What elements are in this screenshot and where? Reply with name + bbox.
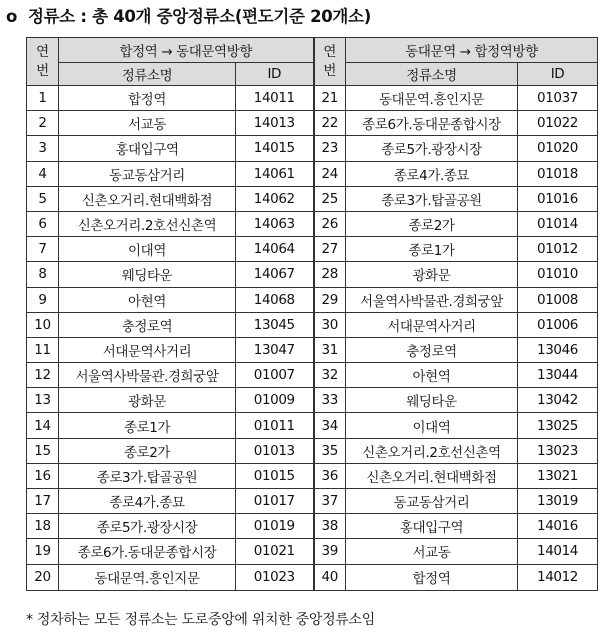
left-stop-id: 01007 [236,363,314,388]
right-stop-id: 14014 [518,539,598,564]
left-stop-id: 14068 [236,287,314,312]
right-stop-name: 동교동삼거리 [346,489,518,514]
table-row [27,413,598,438]
table-row [27,564,598,590]
right-stop-id: 13044 [518,363,598,388]
right-row-number: 22 [314,111,346,136]
right-stop-name-header: 정류소명 [346,63,518,86]
table-row [27,186,598,211]
table-row [27,111,598,136]
left-row-number: 17 [27,489,59,514]
left-stop-id: 14063 [236,211,314,236]
left-stop-id: 01009 [236,388,314,413]
table-body [27,86,598,591]
table-row [27,287,598,312]
right-stop-name: 종로5가.광장시장 [346,136,518,161]
right-stop-name: 합정역 [346,564,518,590]
right-stop-name: 종로1가 [346,237,518,262]
left-stop-name: 종로2가 [59,438,236,463]
left-stop-name: 종로5가.광장시장 [59,514,236,539]
left-stop-id: 01011 [236,413,314,438]
left-stop-name: 이대역 [59,237,236,262]
left-stop-id: 01013 [236,438,314,463]
left-stop-name: 서대문역사거리 [59,337,236,362]
left-stop-name-header: 정류소명 [59,63,236,86]
left-row-number: 3 [27,136,59,161]
right-row-number: 34 [314,413,346,438]
left-stop-id: 01015 [236,463,314,488]
right-stop-name: 이대역 [346,413,518,438]
table-row [27,337,598,362]
table-row [27,237,598,262]
right-stop-name: 신촌오거리.현대백화점 [346,463,518,488]
left-row-number: 5 [27,186,59,211]
right-row-number: 37 [314,489,346,514]
left-stop-name: 홍대입구역 [59,136,236,161]
right-stop-id: 13021 [518,463,598,488]
left-stop-id: 14061 [236,161,314,186]
heading-text: 정류소 : 총 40개 중앙정류소(편도기준 20개소) [28,7,371,26]
right-row-number: 31 [314,337,346,362]
left-stop-id: 01017 [236,489,314,514]
table-row [27,211,598,236]
right-row-number: 40 [314,564,346,590]
right-row-number: 35 [314,438,346,463]
left-row-number: 19 [27,539,59,564]
left-direction-header: 합정역 → 동대문역방향 [59,38,314,63]
left-stop-name: 종로1가 [59,413,236,438]
left-stop-name: 서교동 [59,111,236,136]
table-row [27,388,598,413]
table-row [27,161,598,186]
left-row-number: 18 [27,514,59,539]
right-row-number: 33 [314,388,346,413]
left-row-number: 14 [27,413,59,438]
right-row-number: 38 [314,514,346,539]
left-stop-id: 13045 [236,312,314,337]
left-row-number: 12 [27,363,59,388]
right-row-number: 26 [314,211,346,236]
left-row-number: 7 [27,237,59,262]
table-row [27,463,598,488]
right-stop-name: 종로2가 [346,211,518,236]
right-row-number: 36 [314,463,346,488]
table-row [27,86,598,111]
table-row [27,489,598,514]
left-row-number: 15 [27,438,59,463]
right-stop-id: 01022 [518,111,598,136]
table-row [27,539,598,564]
left-stop-name: 신촌오거리.2호선신촌역 [59,211,236,236]
left-id-header: ID [236,63,314,86]
left-stop-name: 아현역 [59,287,236,312]
right-stop-name: 홍대입구역 [346,514,518,539]
right-row-number: 30 [314,312,346,337]
right-row-number: 32 [314,363,346,388]
right-row-number: 39 [314,539,346,564]
right-stop-id: 13023 [518,438,598,463]
left-stop-name: 합정역 [59,86,236,111]
left-stop-id: 01023 [236,564,314,590]
right-row-number: 23 [314,136,346,161]
table-row [27,438,598,463]
left-stop-id: 01019 [236,514,314,539]
left-stop-name: 웨딩타운 [59,262,236,287]
right-stop-name: 서울역사박물관.경희궁앞 [346,287,518,312]
right-row-number: 27 [314,237,346,262]
right-stop-id: 14016 [518,514,598,539]
left-stop-id: 13047 [236,337,314,362]
left-stop-name: 신촌오거리.현대백화점 [59,186,236,211]
left-row-number: 9 [27,287,59,312]
left-stop-name: 동대문역.흥인지문 [59,564,236,590]
right-stop-name: 웨딩타운 [346,388,518,413]
right-id-header: ID [518,63,598,86]
right-stop-id: 13019 [518,489,598,514]
right-stop-id: 13042 [518,388,598,413]
left-stop-id: 14062 [236,186,314,211]
right-stop-name: 신촌오거리.2호선신촌역 [346,438,518,463]
right-row-number: 24 [314,161,346,186]
left-row-number: 1 [27,86,59,111]
left-row-number: 20 [27,564,59,590]
left-number-header: 연 번 [27,38,59,86]
right-row-number: 29 [314,287,346,312]
right-stop-id: 01018 [518,161,598,186]
page-heading [6,2,371,32]
left-row-number: 10 [27,312,59,337]
left-row-number: 6 [27,211,59,236]
left-row-number: 8 [27,262,59,287]
left-stop-id: 14015 [236,136,314,161]
table-row [27,136,598,161]
right-direction-header: 동대문역 → 합정역방향 [346,38,598,63]
right-row-number: 25 [314,186,346,211]
left-row-number: 11 [27,337,59,362]
right-stop-name: 서교동 [346,539,518,564]
bus-stop-table [26,37,598,591]
table-row [27,312,598,337]
right-stop-id: 01012 [518,237,598,262]
left-row-number: 2 [27,111,59,136]
left-stop-name: 종로4가.종묘 [59,489,236,514]
heading-bullet: o [6,7,18,26]
left-stop-id: 14011 [236,86,314,111]
left-stop-id: 14013 [236,111,314,136]
right-number-header: 연 번 [314,38,346,86]
footnote: * 정차하는 모든 정류소는 도로중앙에 위치한 중앙정류소임 [26,612,375,628]
left-row-number: 13 [27,388,59,413]
left-stop-id: 14067 [236,262,314,287]
left-stop-name: 서울역사박물관.경희궁앞 [59,363,236,388]
right-stop-id: 01016 [518,186,598,211]
right-stop-id: 01020 [518,136,598,161]
right-stop-id: 13046 [518,337,598,362]
left-stop-name: 동교동삼거리 [59,161,236,186]
left-stop-name: 종로3가.탑골공원 [59,463,236,488]
right-stop-name: 광화문 [346,262,518,287]
right-stop-name: 아현역 [346,363,518,388]
right-stop-id: 14012 [518,564,598,590]
right-row-number: 21 [314,86,346,111]
right-stop-id: 01006 [518,312,598,337]
left-stop-name: 종로6가.동대문종합시장 [59,539,236,564]
right-stop-id: 13025 [518,413,598,438]
right-stop-id: 01008 [518,287,598,312]
right-stop-id: 01010 [518,262,598,287]
right-row-number: 28 [314,262,346,287]
right-stop-id: 01037 [518,86,598,111]
table-row [27,363,598,388]
right-stop-name: 종로6가.동대문종합시장 [346,111,518,136]
table-row [27,262,598,287]
right-stop-id: 01014 [518,211,598,236]
left-stop-name: 광화문 [59,388,236,413]
left-row-number: 4 [27,161,59,186]
left-stop-id: 14064 [236,237,314,262]
right-stop-name: 서대문역사거리 [346,312,518,337]
left-stop-id: 01021 [236,539,314,564]
table-row [27,514,598,539]
right-stop-name: 종로4가.종묘 [346,161,518,186]
left-row-number: 16 [27,463,59,488]
right-stop-name: 종로3가.탑골공원 [346,186,518,211]
right-stop-name: 충정로역 [346,337,518,362]
left-stop-name: 충정로역 [59,312,236,337]
right-stop-name: 동대문역.흥인지문 [346,86,518,111]
